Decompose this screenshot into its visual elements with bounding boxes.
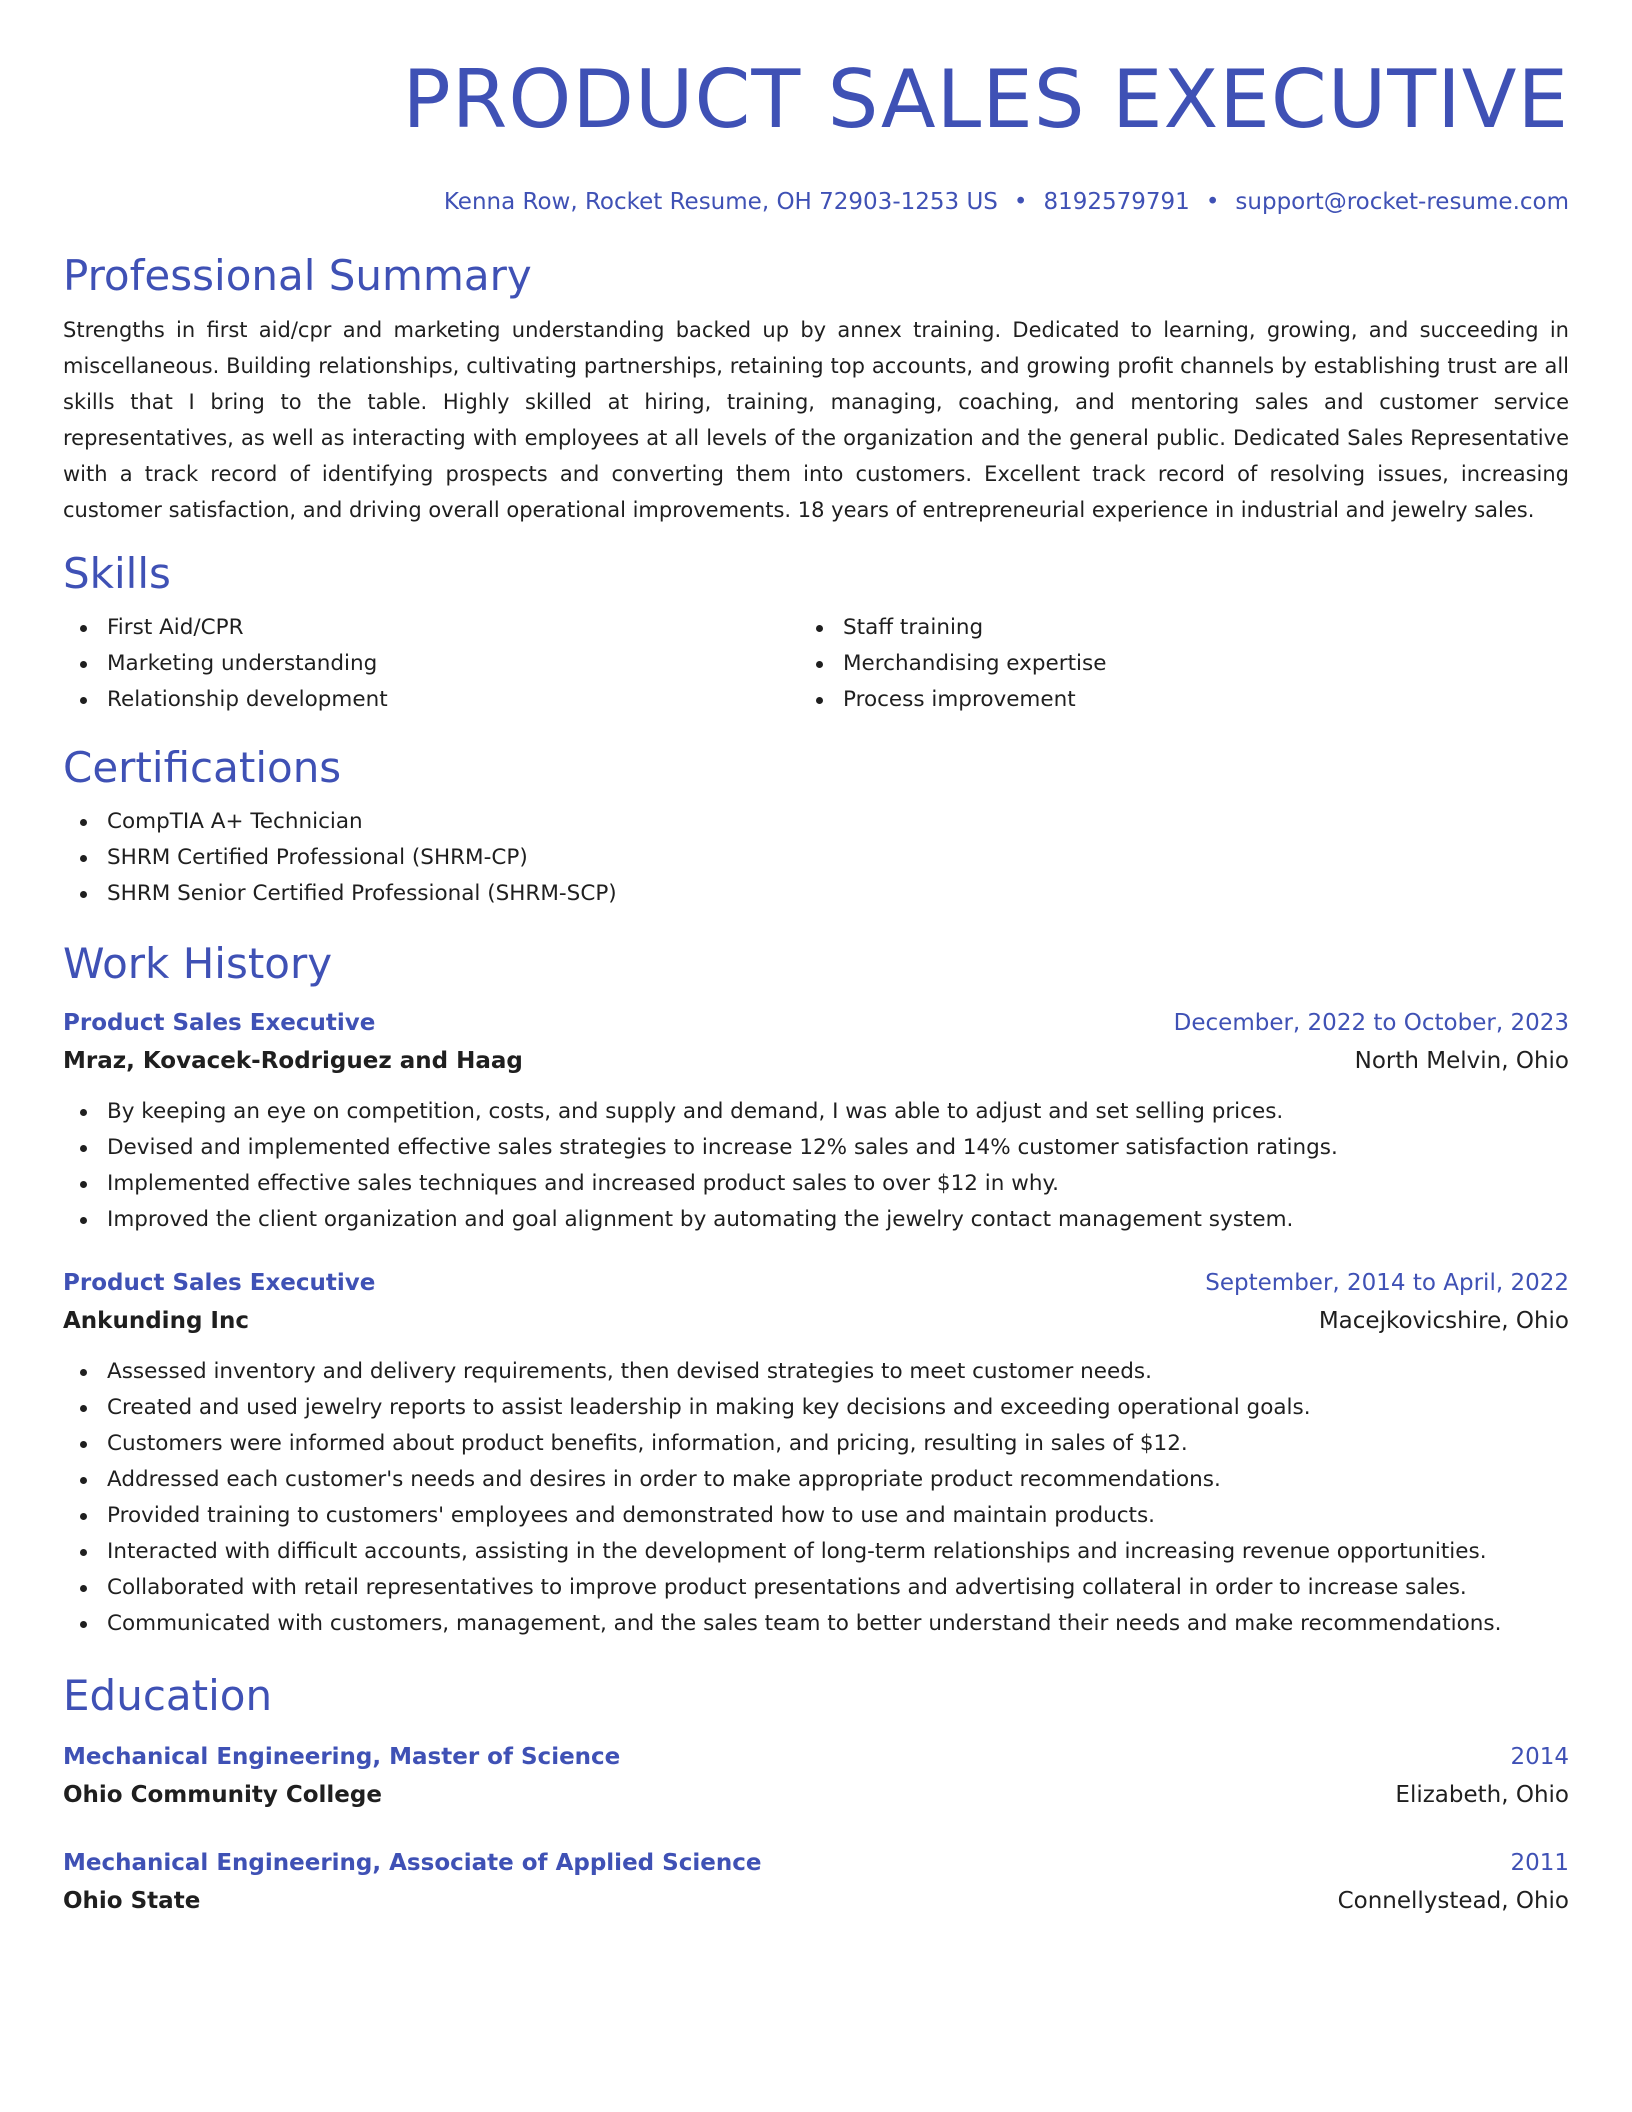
education-location: Elizabeth, Ohio [1395, 1782, 1569, 1808]
summary-text: Strengths in first aid/cpr and marketing understanding backed up by annex training. Dedicated to learning, growing, and succeeding in miscellaneous. Building relationships, cultivating partnerships, retaining top accounts, and growing profit channels by establishing trust are all skills that I bring to the table. Highly skilled at hiring, training, managing, coaching, and mentoring sales and customer service representatives, as well as interacting with employees at all levels of the organization and the general public. Dedicated Sales Representative with a track record of identifying prospects and converting them into customers. Excellent track record of resolving issues, increasing customer satisfaction, and driving overall operational improvements. 18 years of entrepreneurial experience in industrial and jewelry sales. [63, 318, 1569, 522]
education-heading: Education [63, 1671, 273, 1720]
job-location: Macejkovicshire, Ohio [1318, 1308, 1569, 1334]
education-entry [63, 1738, 1569, 1814]
job-company: Mraz, Kovacek-Rodriguez and Haag [63, 1048, 523, 1074]
contact-separator: • [1205, 189, 1220, 215]
education-degree: Mechanical Engineering, Master of Science [63, 1744, 621, 1770]
job-header-row [63, 1264, 1569, 1302]
education-entry [63, 1844, 1569, 1920]
education-degree: Mechanical Engineering, Associate of Applied Science [63, 1850, 762, 1876]
skills-heading: Skills [63, 549, 171, 598]
job-location: North Melvin, Ohio [1354, 1048, 1569, 1074]
job-bullet: Provided training to customers' employees and demonstrated how to use and maintain products. [63, 1498, 1569, 1534]
job-bullet: Interacted with difficult accounts, assisting in the development of long-term relationships and increasing revenue opportunities. [63, 1534, 1569, 1570]
skill-item: Process improvement [799, 682, 1535, 718]
job-company: Ankunding Inc [63, 1308, 249, 1334]
contact-phone: 8192579791 [1043, 189, 1190, 215]
education-header-row [63, 1738, 1569, 1776]
skill-item: First Aid/CPR [63, 610, 799, 646]
skills-grid [63, 610, 1569, 718]
job-bullet: Communicated with customers, management, and the sales team to better understand their needs and make recommendations. [63, 1606, 1569, 1642]
skill-item: Marketing understanding [63, 646, 799, 682]
certification-item: SHRM Senior Certified Professional (SHRM-SCP) [63, 876, 1569, 912]
education-year: 2014 [1510, 1744, 1569, 1770]
resume-title: PRODUCT SALES EXECUTIVE [402, 53, 1569, 146]
contact-address: Kenna Row, Rocket Resume, OH 72903-1253 US [443, 189, 998, 215]
job-bullet: Created and used jewelry reports to assist leadership in making key decisions and exceeding operational goals. [63, 1390, 1569, 1426]
certification-item: CompTIA A+ Technician [63, 804, 1569, 840]
job-bullet: Implemented effective sales techniques and increased product sales to over $12 in why. [63, 1166, 1569, 1202]
skill-item: Staff training [799, 610, 1535, 646]
contact-line [63, 188, 1569, 216]
certification-item: SHRM Certified Professional (SHRM-CP) [63, 840, 1569, 876]
job-company-row [63, 1042, 1569, 1080]
job-bullet: Improved the client organization and goal alignment by automating the jewelry contact management system. [63, 1202, 1569, 1238]
contact-separator: • [1013, 189, 1028, 215]
contact-email: support@rocket-resume.com [1235, 189, 1569, 215]
education-school: Ohio Community College [63, 1782, 382, 1808]
education-header-row [63, 1844, 1569, 1882]
job-bullets [63, 1354, 1569, 1642]
job-entry [63, 1264, 1569, 1642]
skill-item: Merchandising expertise [799, 646, 1535, 682]
job-bullet: By keeping an eye on competition, costs, and supply and demand, I was able to adjust and set selling prices. [63, 1094, 1569, 1130]
education-school: Ohio State [63, 1888, 201, 1914]
job-role: Product Sales Executive [63, 1270, 376, 1296]
work-history-heading: Work History [63, 939, 333, 988]
certifications-list [63, 804, 1569, 912]
job-header-row [63, 1004, 1569, 1042]
job-entry [63, 1004, 1569, 1238]
skill-item: Relationship development [63, 682, 799, 718]
job-dates: December, 2022 to October, 2023 [1173, 1010, 1569, 1036]
job-bullet: Collaborated with retail representatives to improve product presentations and advertising collateral in order to increase sales. [63, 1570, 1569, 1606]
job-dates: September, 2014 to April, 2022 [1205, 1270, 1569, 1296]
job-bullets [63, 1094, 1569, 1238]
skills-left-list [63, 610, 799, 718]
education-location: Connellystead, Ohio [1337, 1888, 1569, 1914]
education-year: 2011 [1510, 1850, 1569, 1876]
job-company-row [63, 1302, 1569, 1340]
skills-right-list [799, 610, 1535, 718]
education-school-row [63, 1776, 1569, 1814]
job-bullet: Addressed each customer's needs and desires in order to make appropriate product recommendations. [63, 1462, 1569, 1498]
job-bullet: Customers were informed about product benefits, information, and pricing, resulting in sales of $12. [63, 1426, 1569, 1462]
summary-heading: Professional Summary [63, 251, 532, 300]
job-bullet: Assessed inventory and delivery requirements, then devised strategies to meet customer needs. [63, 1354, 1569, 1390]
job-bullet: Devised and implemented effective sales strategies to increase 12% sales and 14% customer satisfaction ratings. [63, 1130, 1569, 1166]
certifications-heading: Certifications [63, 743, 342, 792]
resume-header [63, 52, 1569, 216]
education-school-row [63, 1882, 1569, 1920]
job-role: Product Sales Executive [63, 1010, 376, 1036]
